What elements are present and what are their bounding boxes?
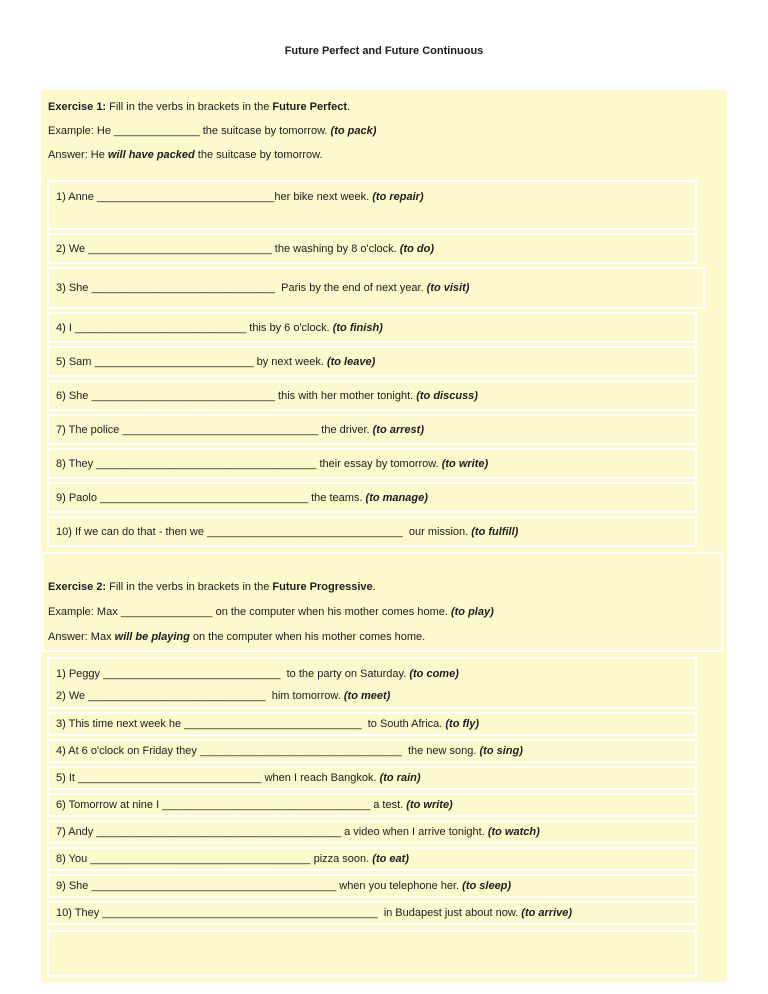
- example-verb: (to play): [450, 605, 494, 618]
- exercise1-label: Exercise 1:: [48, 101, 107, 113]
- item-verb: (to discuss): [416, 389, 478, 402]
- answer-blank: ________________________________: [207, 525, 403, 538]
- answer-blank: _____________________________: [88, 690, 266, 702]
- exercise1-tense: Future Perfect: [272, 101, 347, 113]
- example-verb: (to pack): [330, 125, 377, 137]
- item-text-pre: 2) We: [56, 242, 89, 255]
- exercise1-answer-line: [48, 143, 727, 167]
- example-text-post: on the computer when his mother comes home.: [212, 605, 451, 618]
- exercise-item-row-group: [47, 657, 697, 709]
- item-verb: (to repair): [372, 191, 424, 203]
- item-text-post: the teams.: [308, 491, 366, 504]
- item-verb: (to write): [406, 799, 453, 811]
- exercise2-items: [47, 657, 727, 925]
- answer-blank: _____________________________: [184, 718, 362, 730]
- item-text-pre: 2) We: [56, 690, 89, 702]
- item-text-post: our mission.: [402, 525, 472, 538]
- exercise2-instruction-line: [48, 574, 721, 599]
- exercise-item-row: [56, 663, 695, 685]
- item-verb: (to meet): [343, 690, 391, 702]
- answer-blank: ____________________________________: [90, 853, 311, 865]
- answer-blank: ______________________________: [91, 389, 275, 402]
- exercise-item-row: [56, 685, 695, 707]
- exercise-item-row: [47, 874, 697, 898]
- item-text-pre: 8) They: [56, 457, 97, 470]
- answer-blank: ________________________________: [122, 423, 319, 436]
- item-verb: (to come): [409, 668, 459, 680]
- answer-text-pre: Answer: He: [48, 149, 108, 161]
- empty-answer-box: [47, 930, 697, 977]
- item-text-post: in Budapest just about now.: [377, 907, 522, 919]
- answer-highlight: will be playing: [114, 630, 190, 643]
- exercise-item-row: [47, 233, 697, 264]
- answer-blank: ______________________________: [88, 242, 272, 255]
- item-text-post: him tomorrow.: [265, 690, 344, 702]
- item-verb: (to sing): [479, 745, 523, 757]
- item-text-pre: 9) She: [56, 880, 92, 892]
- exercise-item-row: [47, 820, 697, 844]
- item-text-post: this by 6 o'clock.: [246, 321, 333, 334]
- item-verb: (to leave): [326, 355, 376, 368]
- answer-blank: _____________________________: [103, 668, 281, 680]
- answer-blank: ________________________________________: [91, 880, 337, 892]
- item-text-pre: 10) If we can do that - then we: [56, 525, 208, 538]
- exercise-item-row: [47, 847, 697, 871]
- item-text-post: pizza soon.: [310, 853, 373, 865]
- item-text-pre: 5) Sam: [56, 355, 95, 368]
- exercise-item-row: [47, 414, 697, 445]
- exercise2-answer-line: [48, 624, 721, 649]
- example-text-pre: Example: He: [48, 125, 115, 137]
- item-verb: (to write): [441, 457, 489, 470]
- exercise-item-row: [47, 380, 697, 411]
- exercise-item-row: [47, 346, 697, 377]
- item-text-pre: 5) It: [56, 772, 79, 784]
- item-text-post: her bike next week.: [274, 191, 373, 203]
- answer-blank: ______________________________: [91, 282, 275, 294]
- item-text-pre: 4) I: [56, 321, 75, 334]
- item-text-post: by next week.: [253, 355, 327, 368]
- exercise1-example-line: [48, 119, 727, 143]
- exercise-item-row: [47, 448, 697, 479]
- answer-blank: ____________________________: [74, 321, 247, 334]
- exercise1-period: .: [346, 101, 351, 113]
- exercise-item-row: [47, 482, 697, 513]
- exercise-item-row: [47, 312, 697, 343]
- item-verb: (to finish): [332, 321, 383, 334]
- exercise2-tense: Future Progressive: [272, 580, 373, 593]
- item-verb: (to arrive): [521, 907, 573, 919]
- item-text-pre: 6) She: [56, 389, 92, 402]
- item-text-post: their essay by tomorrow.: [316, 457, 442, 470]
- exercise1-instruction-line: [48, 95, 727, 119]
- item-text-pre: 4) At 6 o'clock on Friday they: [56, 745, 200, 757]
- item-text-post: the washing by 8 o'clock.: [271, 242, 400, 255]
- item-text-post: Paris by the end of next year.: [275, 282, 427, 294]
- item-text-pre: 3) This time next week he: [56, 718, 185, 730]
- item-text-post: this with her mother tonight.: [275, 389, 417, 402]
- exercise2-example-line: [48, 599, 721, 624]
- item-text-post: to the party on Saturday.: [280, 668, 410, 680]
- item-verb: (to fly): [445, 718, 479, 730]
- exercise2-section: [47, 552, 727, 925]
- exercise-item-row: [47, 793, 697, 817]
- item-verb: (to visit): [426, 282, 470, 294]
- answer-text-post: on the computer when his mother comes home.: [189, 630, 426, 643]
- answer-highlight: will have packed: [107, 149, 195, 161]
- item-text-pre: 1) Anne: [56, 191, 97, 203]
- answer-text-pre: Answer: Max: [48, 630, 115, 643]
- answer-blank: __________________________________: [162, 799, 371, 811]
- item-text-post: when I reach Bangkok.: [261, 772, 380, 784]
- exercise-item-row: [47, 180, 697, 230]
- item-verb: (to manage): [365, 491, 428, 504]
- item-text-post: when you telephone her.: [336, 880, 463, 892]
- item-text-post: to South Africa.: [361, 718, 446, 730]
- answer-blank: _____________________________: [96, 191, 275, 203]
- item-verb: (to do): [399, 242, 434, 255]
- item-verb: (to eat): [372, 853, 409, 865]
- answer-blank: _____________________________________________: [102, 907, 378, 919]
- exercise1-items: [47, 180, 727, 547]
- exercise2-label: Exercise 2:: [48, 580, 107, 593]
- item-text-post: the new song.: [401, 745, 480, 757]
- answer-blank: ______________________________: [78, 772, 262, 784]
- item-verb: (to rain): [379, 772, 421, 784]
- answer-text-post: the suitcase by tomorrow.: [194, 149, 323, 161]
- item-text-post: a video when I arrive tonight.: [341, 826, 488, 838]
- exercise1-header: [47, 90, 727, 167]
- item-text-pre: 8) You: [56, 853, 91, 865]
- example-blank: _______________: [120, 605, 213, 618]
- item-text-pre: 9) Paolo: [56, 491, 101, 504]
- item-text-pre: 1) Peggy: [56, 668, 104, 680]
- item-verb: (to arrest): [372, 423, 424, 436]
- example-text-pre: Example: Max: [48, 605, 121, 618]
- item-verb: (to fulfill): [471, 525, 519, 538]
- exercise1-section: [47, 90, 727, 547]
- answer-blank: _________________________________: [199, 745, 402, 757]
- item-text-pre: 7) Andy: [56, 826, 97, 838]
- example-blank: ______________: [114, 125, 200, 137]
- item-text-post: a test.: [370, 799, 407, 811]
- exercise-item-row: [47, 516, 697, 547]
- item-text-pre: 10) They: [56, 907, 103, 919]
- item-text-pre: 7) The police: [56, 423, 123, 436]
- answer-blank: ____________________________________: [96, 457, 317, 470]
- exercise2-period: .: [372, 580, 376, 593]
- example-text-post: the suitcase by tomorrow.: [199, 125, 331, 137]
- answer-blank: __________________________________: [100, 491, 309, 504]
- item-text-pre: 6) Tomorrow at nine I: [56, 799, 163, 811]
- exercise2-header: [42, 552, 723, 652]
- page-title: Future Perfect and Future Continuous: [284, 45, 484, 57]
- exercise-item-row: [47, 712, 697, 736]
- item-text-post: the driver.: [318, 423, 373, 436]
- answer-blank: ________________________________________: [96, 826, 342, 838]
- exercise-item-row: [47, 267, 705, 309]
- item-verb: (to watch): [487, 826, 540, 838]
- answer-blank: __________________________: [94, 355, 254, 368]
- exercise-item-row: [47, 901, 697, 925]
- item-verb: (to sleep): [462, 880, 512, 892]
- exercise-item-row: [47, 739, 697, 763]
- worksheet-panel: [41, 90, 727, 982]
- exercise1-instruction: Fill in the verbs in brackets in the: [106, 101, 273, 113]
- exercise-item-row: [47, 766, 697, 790]
- exercise2-instruction: Fill in the verbs in brackets in the: [106, 580, 273, 593]
- item-text-pre: 3) She: [56, 282, 92, 294]
